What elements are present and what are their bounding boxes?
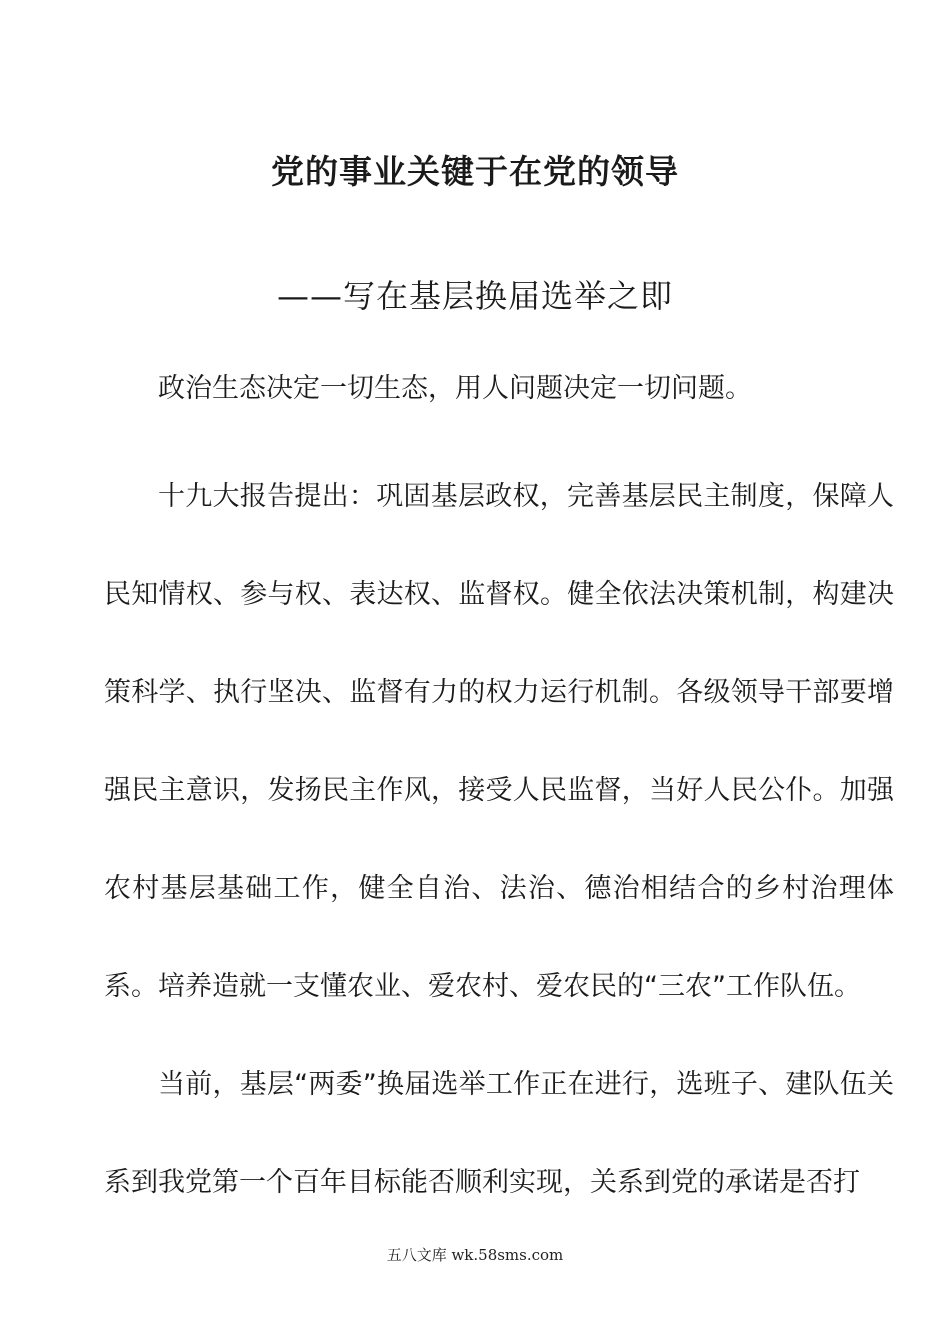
- paragraph-2: 十九大报告提出：巩固基层政权，完善基层民主制度，保障人民知情权、参与权、表达权、监督权。健全依法决策机制，构建决策科学、执行坚决、监督有力的权力运行机制。各级领导干部要增强民主意识，发扬民主作风，接受人民监督，当好人民公仆。加强农村基层基础工作，健全自治、法治、德治相结合的乡村治理体系。培养造就一支懂农业、爱农村、爱农民的“三农”工作队伍。: [104, 481, 894, 1002]
- document-body: [104, 364, 894, 1232]
- footer-watermark: 五八文库 wk.58sms.com: [386, 1246, 564, 1264]
- paragraph-1: 政治生态决定一切生态，用人问题决定一切问题。: [158, 373, 752, 404]
- document-title: 党的事业关键于在党的领导: [271, 152, 679, 191]
- paragraph-3: 当前，基层“两委”换届选举工作正在进行，选班子、建队伍关系到我党第一个百年目标能否顺利实现，关系到党的承诺是否打: [104, 1069, 894, 1198]
- document-subtitle: ——写在基层换届选举之即: [276, 277, 673, 315]
